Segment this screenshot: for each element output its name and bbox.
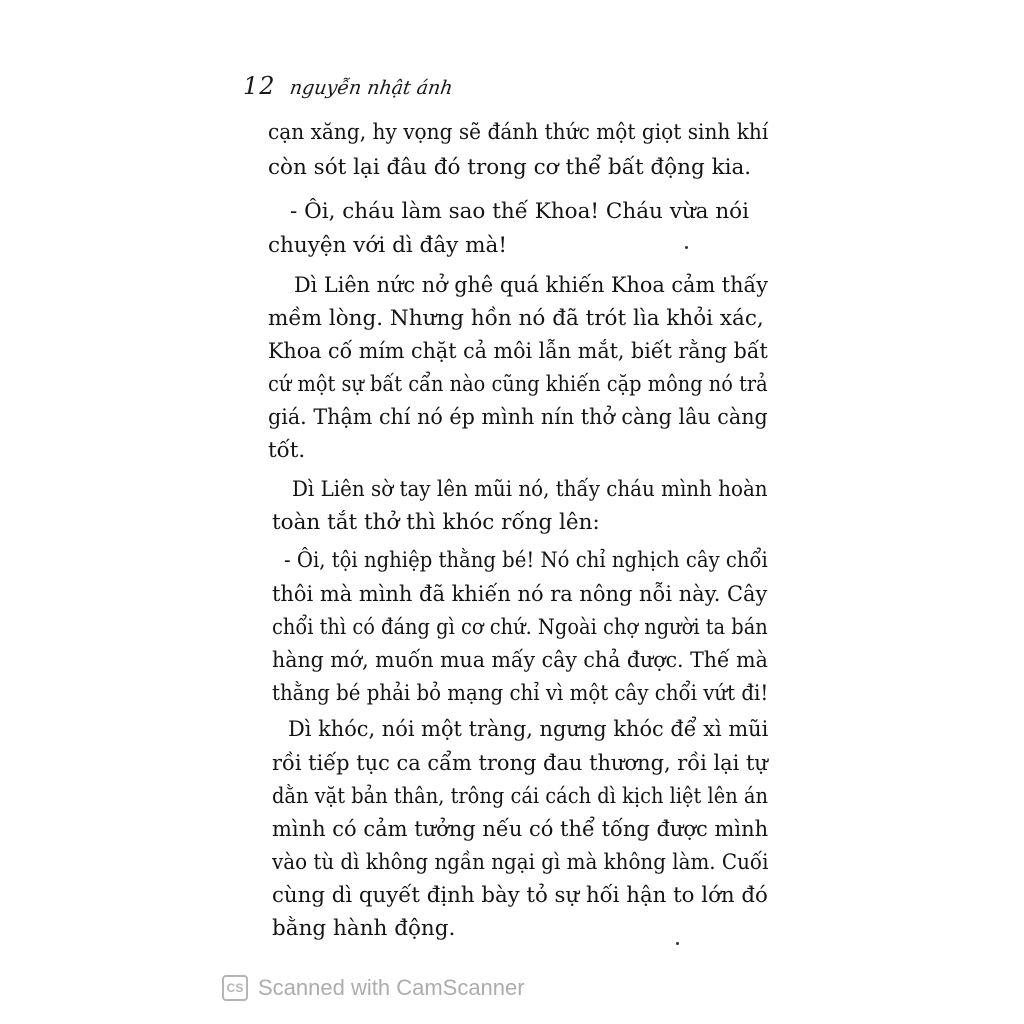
text-line: Dì khóc, nói một tràng, ngưng khóc để xì mũi: [288, 717, 769, 742]
text-line: tốt.: [268, 438, 306, 463]
text-line: giá. Thậm chí nó ép mình nín thở càng lâu càng: [268, 405, 768, 430]
camscanner-watermark: [222, 974, 525, 1002]
watermark-text: Scanned with CamScanner: [258, 975, 525, 1000]
text-line: dằn vặt bản thân, trông cái cách dì kịch liệt lên án: [272, 784, 768, 809]
text-line: cạn xăng, hy vọng sẽ đánh thức một giọt sinh khí: [268, 120, 769, 145]
text-line: Dì Liên nức nở ghê quá khiến Khoa cảm thấy: [294, 273, 769, 298]
scan-speck: [676, 942, 679, 945]
text-line: còn sót lại đâu đó trong cơ thể bất động kia.: [268, 155, 752, 180]
text-line: hàng mớ, muốn mua mấy cây chả được. Thế mà: [272, 648, 768, 673]
text-line: cứ một sự bất cẩn nào cũng khiến cặp mông nó trả: [268, 372, 768, 397]
running-head: [243, 72, 452, 112]
text-line: Dì Liên sờ tay lên mũi nó, thấy cháu mình hoàn: [292, 477, 768, 502]
text-line: Khoa cố mím chặt cả môi lẫn mắt, biết rằng bất: [268, 339, 768, 364]
text-line: rồi tiếp tục ca cẩm trong đau thương, rồi lại tự: [272, 751, 768, 776]
camscanner-logo-icon: CS: [222, 975, 248, 1001]
text-line: chổi thì có đáng gì cơ chứ. Ngoài chợ người ta bán: [272, 615, 768, 640]
text-line: toàn tắt thở thì khóc rống lên:: [272, 510, 600, 535]
text-line: thôi mà mình đã khiến nó ra nông nỗi này. Cây: [272, 582, 768, 607]
author-name: nguyễn nhật ánh: [288, 77, 454, 99]
text-line: mềm lòng. Nhưng hồn nó đã trót lìa khỏi xác,: [268, 306, 764, 331]
page-number: 12: [243, 72, 276, 100]
text-line: mình có cảm tưởng nếu có thể tống được mình: [272, 817, 769, 842]
text-line: - Ôi, cháu làm sao thế Khoa! Cháu vừa nói: [290, 199, 750, 224]
text-line: thằng bé phải bỏ mạng chỉ vì một cây chổi vứt đi!: [272, 681, 769, 706]
text-line: vào tù dì không ngần ngại gì mà không làm. Cuối: [272, 850, 769, 875]
scan-speck: [685, 246, 688, 249]
text-line: - Ôi, tội nghiệp thằng bé! Nó chỉ nghịch cây chổi: [284, 548, 768, 573]
text-line: cùng dì quyết định bày tỏ sự hối hận to lớn đó: [272, 883, 768, 908]
text-line: bằng hành động.: [272, 916, 456, 941]
text-line: chuyện với dì đây mà!: [268, 233, 507, 258]
